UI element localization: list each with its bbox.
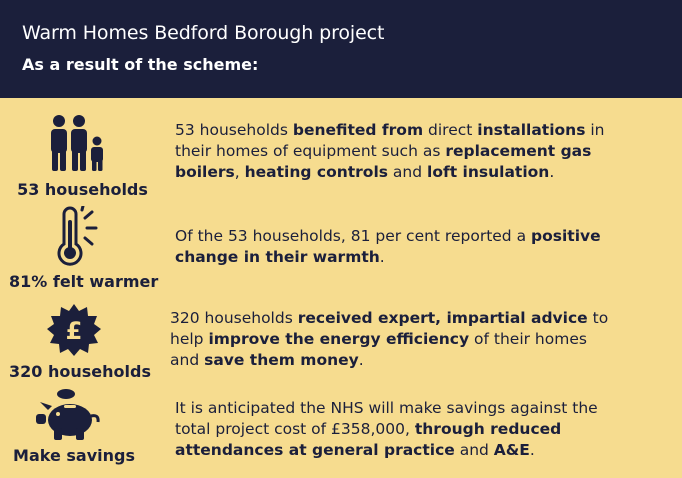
body-text: . [379,248,385,266]
emphasis-text: benefited from [292,121,424,139]
header-banner [0,0,682,98]
emphasis-text: A&E [493,441,530,459]
body-text: to help [170,309,609,348]
body-text: 53 households [175,121,293,139]
body-text: and [454,441,494,459]
body-text: of their homes and [170,330,587,369]
item-text-nhs-savings [175,398,615,461]
item-text-advice [170,308,610,371]
body-text: , [234,163,245,181]
body-text: in their homes of equipment such as [175,121,605,160]
emphasis-text: installations [477,121,586,139]
item-text-installations [175,120,615,183]
emphasis-text: replacement gas boilers [175,142,592,181]
emphasis-text: through reduced attendances at general practice [175,420,562,459]
body-text: . [358,351,364,369]
thermometer-icon [52,206,102,270]
item-text-warmth [175,226,615,268]
emphasis-text: positive change in their warmth [175,227,601,266]
caption-advice-households: 320 households [9,362,151,381]
family-icon [48,113,108,175]
svg-text:£: £ [65,317,83,345]
body-text: direct [423,121,478,139]
pound-badge-icon [45,302,103,360]
body-text: and [388,163,428,181]
body-text: 320 households [170,309,298,327]
emphasis-text: improve the energy efficiency [208,330,470,348]
caption-felt-warmer: 81% felt warmer [9,272,159,291]
page-title: Warm Homes Bedford Borough project [22,22,385,44]
emphasis-text: received expert, impartial advice [297,309,588,327]
caption-make-savings: Make savings [13,446,135,465]
body-text: It is anticipated the NHS will make savings against the total project cost of £358,000, [175,399,598,438]
caption-households-benefited: 53 households [17,180,148,199]
body-text: . [529,441,535,459]
body-text: Of the 53 households, 81 per cent reported a [175,227,532,245]
body-text: . [549,163,555,181]
emphasis-text: save them money [204,351,359,369]
emphasis-text: heating controls [244,163,388,181]
piggy-bank-icon [36,388,100,442]
emphasis-text: loft insulation [427,163,550,181]
page-subtitle: As a result of the scheme: [22,55,259,74]
